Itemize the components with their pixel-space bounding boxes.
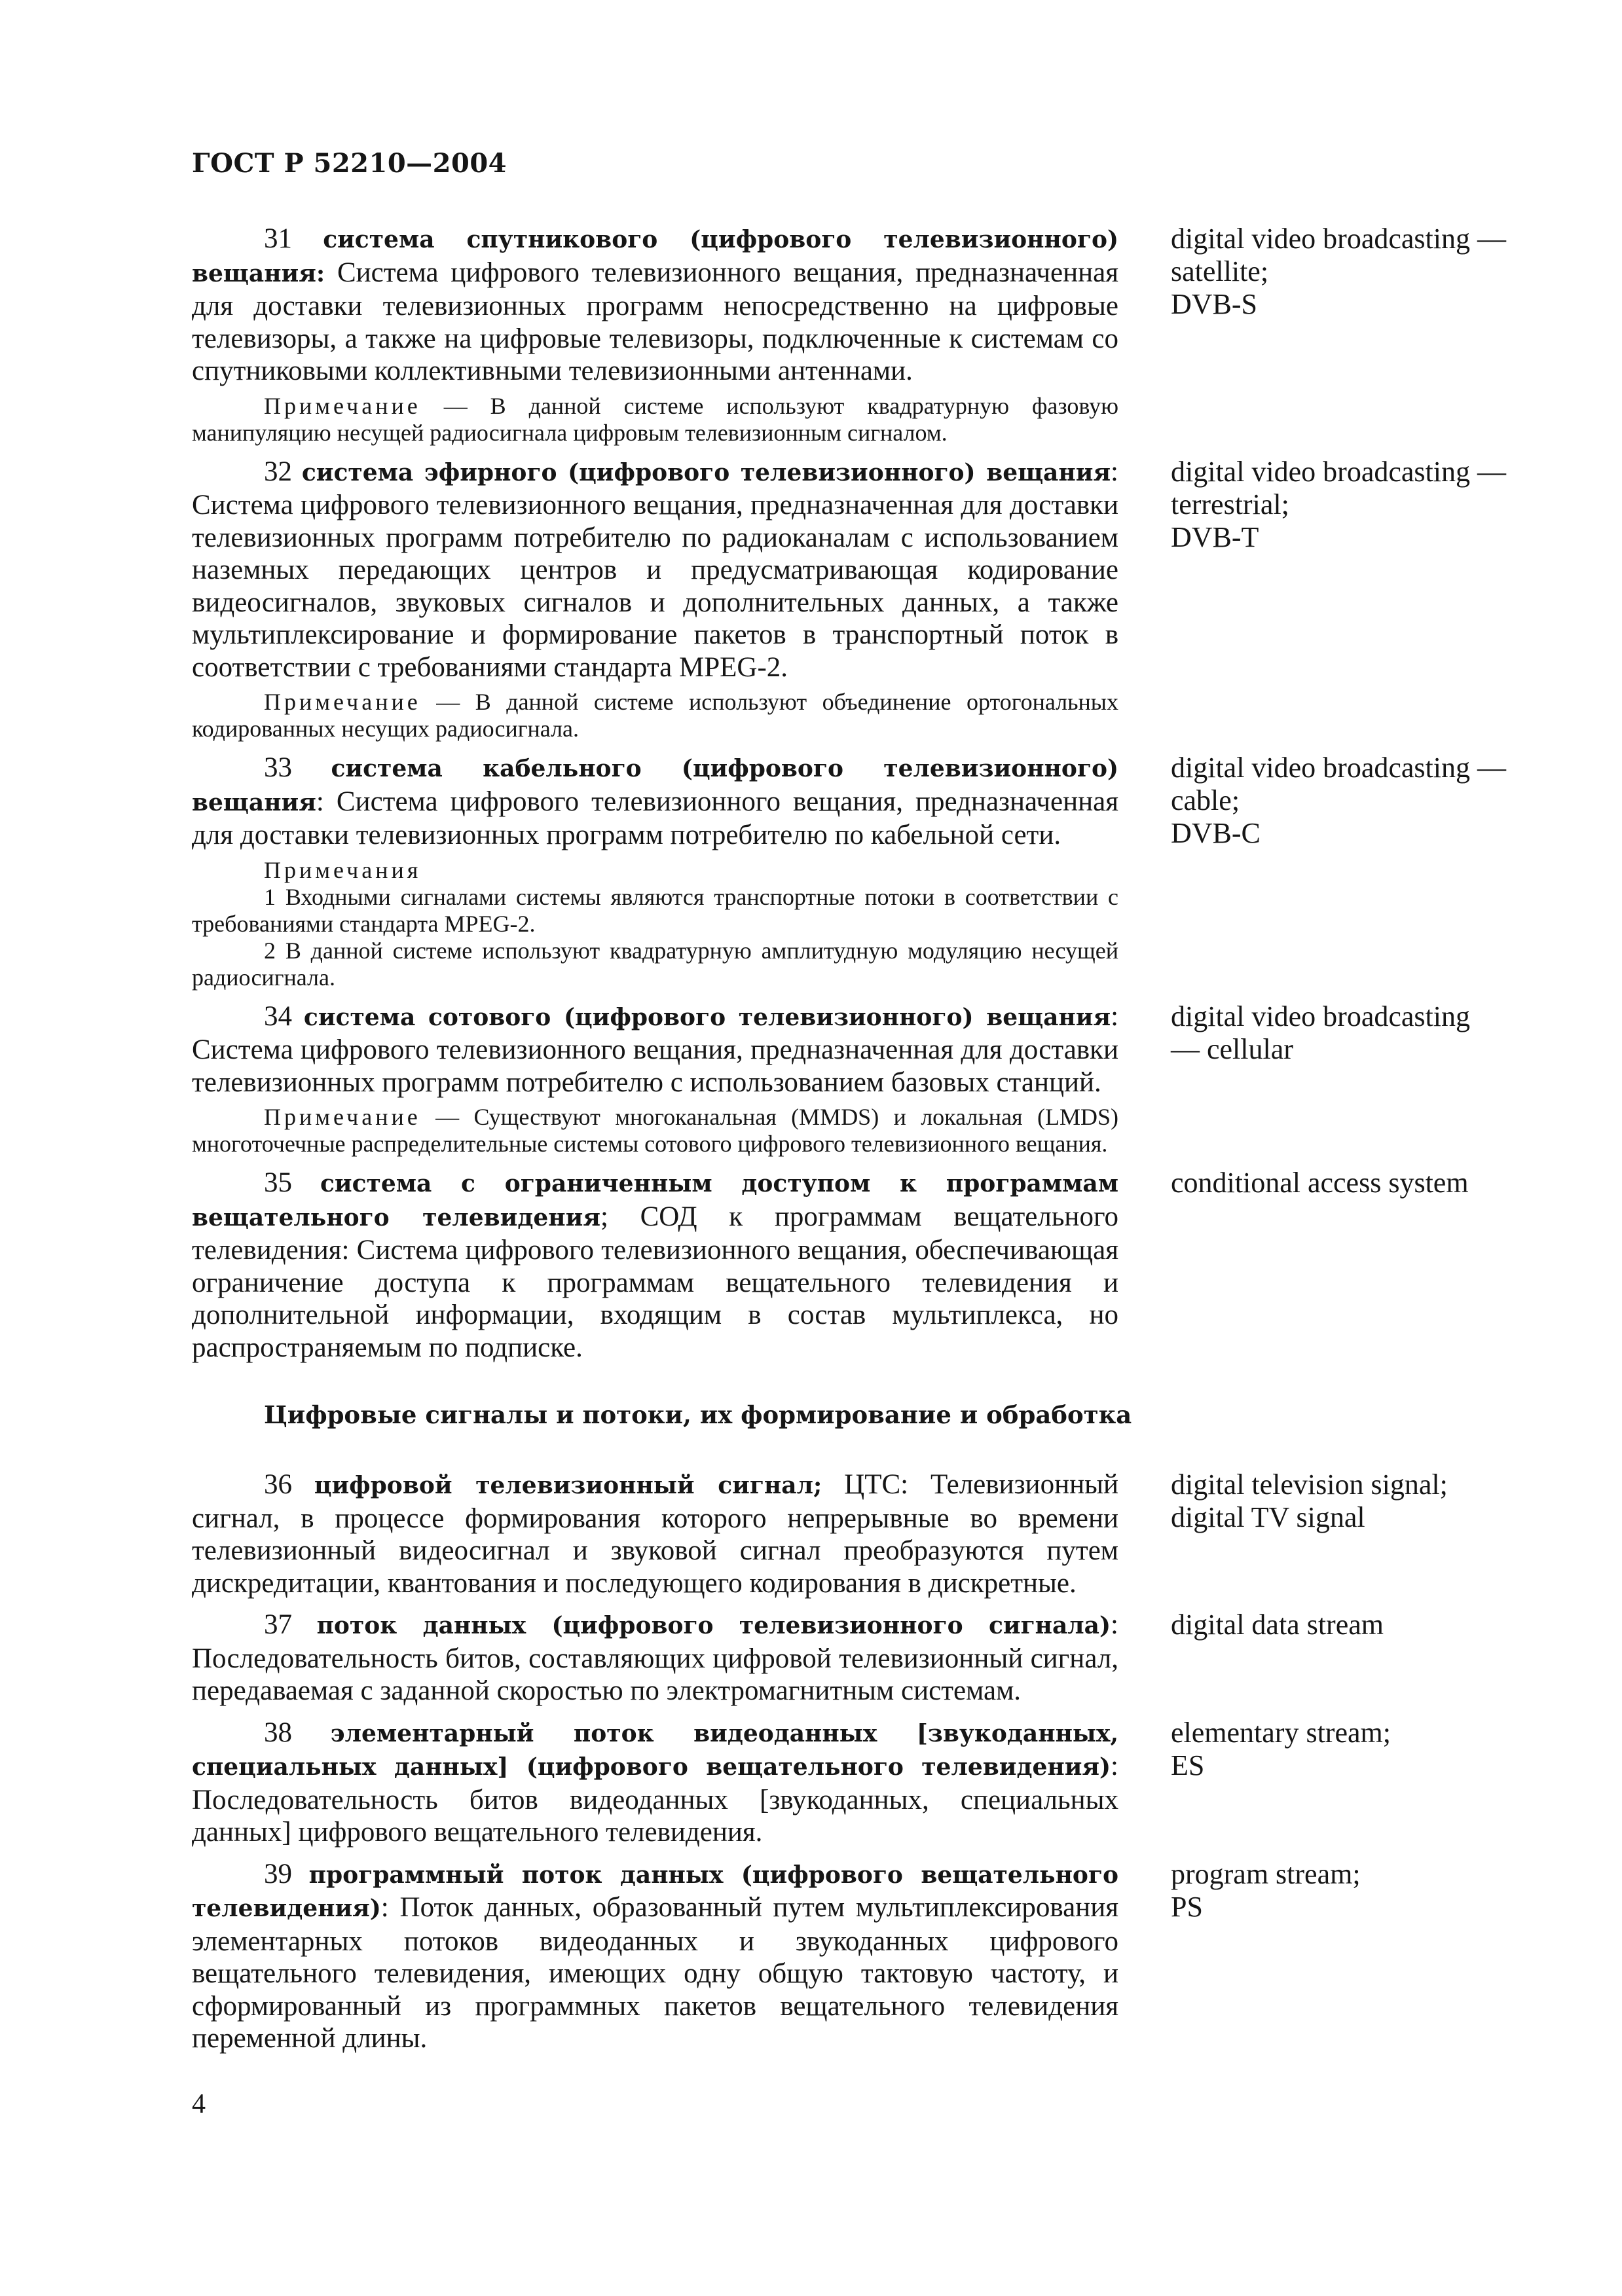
term-name: система спутникового (цифрового телевизионного) вещания: [192,226,1118,287]
definition-paragraph [192,1167,1118,1364]
terms-body [192,223,1511,2055]
english-line: digital video broadcasting [1171,1000,1470,1032]
term-name: система с ограниченным доступом к программам вещательного телевидения [192,1170,1119,1231]
english-line: DVB-S [1171,288,1258,320]
entry-number: 31 [264,223,292,254]
english-line: digital television signal; [1171,1468,1448,1501]
english-line: digital video broadcasting — [1171,455,1506,488]
english-equivalent [1171,1717,1511,1782]
english-line: terrestrial; [1171,488,1289,520]
definition-column [192,456,1118,743]
definition-text: Система цифрового телевизионного вещания, предназначенная для доставки телевизионных программ непосредственно на цифровые телевизоры, а также на цифровые телевизоры, подключенные к системам со спутниковыми коллективными телевизионными антеннами. [192,257,1118,386]
definition-paragraph [192,752,1118,852]
term-name: система кабельного (цифрового телевизионного) вещания [192,755,1119,816]
english-line: conditional access system [1171,1167,1469,1199]
definition-text: Система цифрового телевизионного вещания, предназначенная для доставки телевизионных программ потребителю по радиоканалам с использованием наземных передающих центров и предусматривающая кодирование видеосигналов, звуковых сигналов и дополнительных данных, а также мультиплексирование и формирование пакетов в транспортный поток в соответствии с требованиями стандарта MPEG-2. [192,490,1118,683]
term-name: система эфирного (цифрового телевизионного) вещания [301,458,1111,486]
english-equivalent [1171,752,1511,850]
definition-text: Система цифрового телевизионного вещания, предназначенная для доставки телевизионных программ потребителю по кабельной сети. [192,786,1118,850]
definition-paragraph [192,456,1118,684]
english-line: program stream; [1171,1857,1361,1890]
english-line: cable; [1171,784,1240,816]
note-paragraph [192,1104,1118,1157]
english-equivalent [1171,1000,1511,1066]
english-line: DVB-T [1171,520,1259,553]
english-equivalent [1171,1468,1511,1534]
definition-column [192,1167,1118,1364]
definition-text: Последовательность битов, составляющих цифровой телевизионный сигнал, передаваемая с заданной скоростью по электромагнитным системам. [192,1643,1118,1706]
standard-designation-header: ГОСТ Р 52210—2004 [192,148,507,179]
entry-number: 39 [264,1858,292,1889]
definition-paragraph [192,1609,1118,1707]
term-separator: : [1111,1609,1118,1640]
definition-paragraph [192,223,1118,388]
note-label: Примечание [264,1104,421,1130]
english-line: PS [1171,1890,1203,1923]
term-entry-31 [192,223,1511,446]
definition-column [192,752,1118,991]
entry-number: 35 [264,1167,292,1198]
definition-paragraph [192,1000,1118,1099]
definition-column [192,1858,1118,2055]
term-entry-39 [192,1858,1511,2055]
note-label: Примечание [264,689,421,715]
definition-text: СОД к программам вещательного телевидения: Система цифрового телевизионного вещания, обеспечивающая ограничение доступа к программам вещательного телевидения и дополнительной информации, входящим в состав мультиплекса, но распространяемым по подписке. [192,1201,1119,1363]
page-number: 4 [192,2089,206,2119]
term-entry-34 [192,1000,1511,1158]
note-text: — Существуют многоканальная (MMDS) и локальная (LMDS) многоточечные распределительные системы сотового цифрового телевизионного вещания. [192,1104,1118,1157]
definition-paragraph [192,1717,1118,1849]
definition-paragraph [192,1858,1118,2055]
entry-number: 36 [264,1469,292,1500]
english-equivalent [1171,1858,1511,1923]
definition-text: Система цифрового телевизионного вещания, предназначенная для доставки телевизионных программ потребителю с использованием базовых станций. [192,1034,1118,1098]
entry-number: 34 [264,1000,292,1032]
term-entry-38 [192,1717,1511,1849]
english-equivalent [1171,223,1511,321]
note-text: — В данной системе используют объединение ортогональных кодированных несущих радиосигнала. [192,689,1118,742]
note-item: 1 Входными сигналами системы являются транспортные потоки в соответствии с требованиями стандарта MPEG-2. [192,883,1118,937]
term-name: элементарный поток видеоданных [звукоданных, специальных данных] (цифрового вещательного телевидения) [192,1719,1119,1781]
note-text: — В данной системе используют квадратурную фазовую манипуляцию несущей радиосигнала цифровым телевизионным сигналом. [192,392,1118,446]
definition-column [192,1000,1118,1158]
english-line: digital TV signal [1171,1501,1365,1533]
definition-text: Последовательность битов видеоданных [звукоданных, специальных данных] цифрового вещательного телевидения. [192,1784,1118,1848]
entry-number: 38 [264,1717,292,1748]
term-name: цифровой телевизионный сигнал; [314,1472,822,1499]
english-line: digital data stream [1171,1609,1384,1641]
english-line: satellite; [1171,255,1269,287]
entry-number: 37 [264,1609,292,1640]
definition-text: Поток данных, образованный путем мультиплексирования элементарных потоков видеоданных и звукоданных цифрового вещательного телевидения, имеющих одну общую тактовую частоту, и сформированный из программных пакетов вещательного телевидения переменной длины. [192,1892,1118,2054]
definition-column [192,1717,1118,1849]
definition-column [192,223,1118,446]
definition-paragraph [192,1468,1118,1599]
term-entry-36 [192,1468,1511,1599]
term-entry-32 [192,456,1511,743]
english-line: — cellular [1171,1032,1293,1065]
term-separator: : [316,786,324,817]
english-line: digital video broadcasting — [1171,223,1506,255]
term-separator: : [1111,1000,1119,1032]
section-title: Цифровые сигналы и потоки, их формирование и обработка [264,1400,1132,1429]
english-equivalent [1171,456,1511,554]
term-separator: : [1111,456,1118,487]
entry-number: 33 [264,752,292,783]
definition-text: ЦТС: Телевизионный сигнал, в процессе формирования которого непрерывные во времени телевизионный видеосигнал и звуковой сигнал преобразуются путем дискредитации, квантования и последующего кодирования в дискретные. [192,1469,1118,1599]
term-name: система сотового (цифрового телевизионного) вещания [303,1003,1111,1031]
english-equivalent [1171,1609,1511,1641]
term-name: программный поток данных (цифрового вещательного телевидения) [192,1861,1119,1922]
note-label: Примечание [264,392,421,419]
note-paragraph [192,393,1118,446]
term-separator: : [1111,1751,1118,1781]
term-separator: ; [600,1201,608,1232]
definition-column [192,1609,1118,1707]
notes-label: Примечания [264,856,422,883]
term-separator: : [380,1892,389,1923]
term-name: поток данных (цифрового телевизионного сигнала) [316,1612,1111,1639]
note-paragraph [192,689,1118,742]
english-line: DVB-C [1171,817,1261,849]
english-equivalent [1171,1167,1511,1199]
english-line: elementary stream; [1171,1716,1391,1749]
entry-number: 32 [264,456,292,487]
definition-column [192,1468,1118,1599]
note-item: 2 В данной системе используют квадратурную амплитудную модуляцию несущей радиосигнала. [192,937,1118,991]
term-entry-35 [192,1167,1511,1364]
term-entry-33 [192,752,1511,991]
term-entry-37 [192,1609,1511,1707]
english-line: digital video broadcasting — [1171,752,1506,784]
english-line: ES [1171,1749,1205,1781]
